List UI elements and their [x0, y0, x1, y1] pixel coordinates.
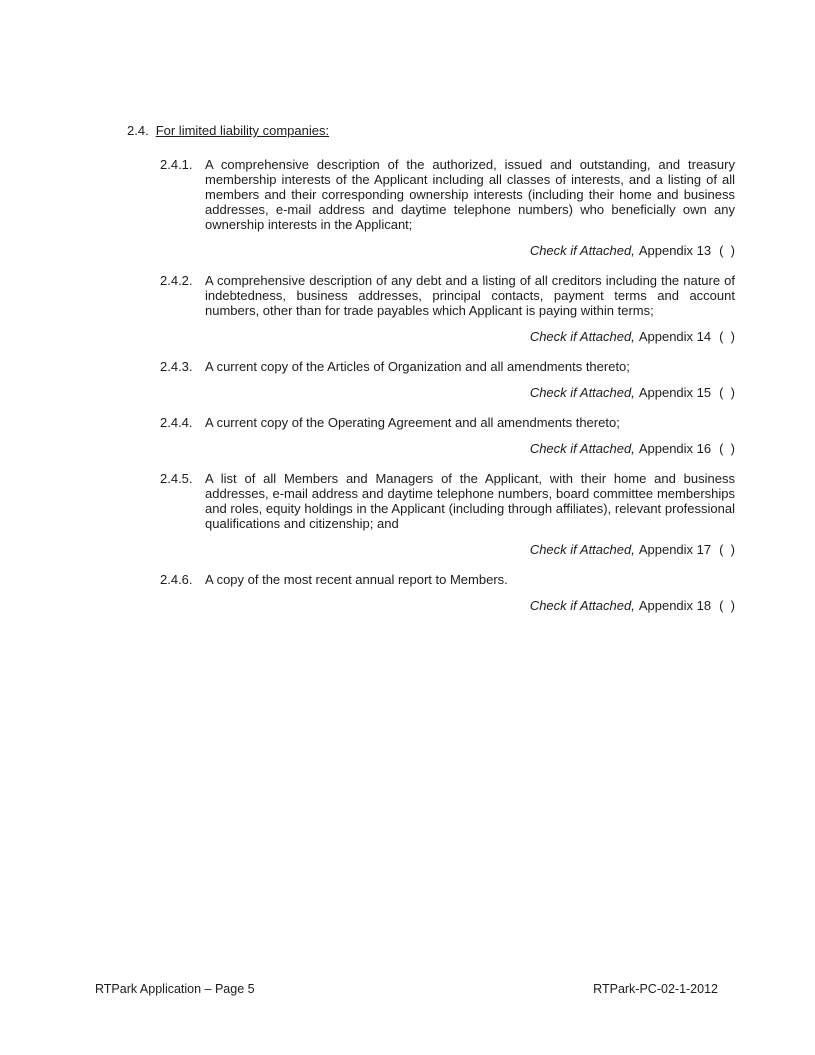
checkbox-field: ( )	[719, 243, 735, 258]
check-line	[205, 385, 735, 400]
checkbox-field: ( )	[719, 542, 735, 557]
item-body	[205, 359, 735, 415]
checkbox-field: ( )	[719, 329, 735, 344]
check-if-attached-label: Check if Attached,	[529, 329, 635, 344]
checkbox-field: ( )	[719, 441, 735, 456]
item-number: 2.4.5.	[160, 471, 193, 486]
requirement-item	[160, 415, 735, 471]
appendix-label: Appendix 17	[638, 542, 712, 557]
footer-left-text: RTPark Application – Page 5	[95, 982, 255, 996]
item-body	[205, 157, 735, 273]
appendix-label: Appendix 16	[638, 441, 712, 456]
section-heading	[127, 123, 735, 138]
item-text: A copy of the most recent annual report to Members.	[205, 572, 508, 587]
page-footer	[0, 982, 815, 996]
check-if-attached-label: Check if Attached,	[529, 385, 635, 400]
item-text: A current copy of the Articles of Organization and all amendments thereto;	[205, 359, 630, 374]
item-body	[205, 415, 735, 471]
appendix-label: Appendix 15	[638, 385, 712, 400]
check-line	[205, 441, 735, 456]
item-body	[205, 471, 735, 572]
check-line	[205, 598, 735, 613]
checkbox-field: ( )	[719, 385, 735, 400]
item-text: A comprehensive description of the authorized, issued and outstanding, and treasury membership interests of the Applicant including all classes of interests, and a listing of all members and their corresponding ownership interests (including their home and business addresses, e-mail address and daytime telephone numbers) who beneficially own any ownership interests in the Applicant;	[205, 157, 735, 232]
item-text: A list of all Members and Managers of the Applicant, with their home and business addresses, e-mail address and daytime telephone numbers, board committee memberships and roles, equity holdings in the Applicant (including through affiliates), relevant professional qualifications and citizenship; and	[205, 471, 735, 531]
checkbox-field: ( )	[719, 598, 735, 613]
item-body	[205, 572, 735, 628]
footer-right-text: RTPark-PC-02-1-2012	[593, 982, 718, 996]
section-title: For limited liability companies:	[155, 123, 330, 138]
item-number: 2.4.2.	[160, 273, 193, 288]
item-number: 2.4.1.	[160, 157, 193, 172]
item-text: A comprehensive description of any debt and a listing of all creditors including the nature of indebtedness, business addresses, principal contacts, payment terms and account numbers, other than for trade payables which Applicant is paying within terms;	[205, 273, 735, 318]
item-body	[205, 273, 735, 359]
requirement-item	[160, 157, 735, 273]
item-text: A current copy of the Operating Agreement and all amendments thereto;	[205, 415, 620, 430]
check-if-attached-label: Check if Attached,	[529, 441, 635, 456]
requirement-item	[160, 572, 735, 628]
appendix-label: Appendix 14	[638, 329, 712, 344]
check-if-attached-label: Check if Attached,	[529, 598, 635, 613]
item-number: 2.4.3.	[160, 359, 193, 374]
item-number: 2.4.4.	[160, 415, 193, 430]
appendix-label: Appendix 18	[638, 598, 712, 613]
requirement-item	[160, 273, 735, 359]
check-line	[205, 329, 735, 344]
item-number: 2.4.6.	[160, 572, 193, 587]
requirement-item	[160, 471, 735, 572]
check-line	[205, 542, 735, 557]
check-if-attached-label: Check if Attached,	[529, 243, 635, 258]
requirement-item	[160, 359, 735, 415]
section-number: 2.4.	[127, 123, 149, 138]
check-if-attached-label: Check if Attached,	[529, 542, 635, 557]
check-line	[205, 243, 735, 258]
appendix-label: Appendix 13	[638, 243, 712, 258]
